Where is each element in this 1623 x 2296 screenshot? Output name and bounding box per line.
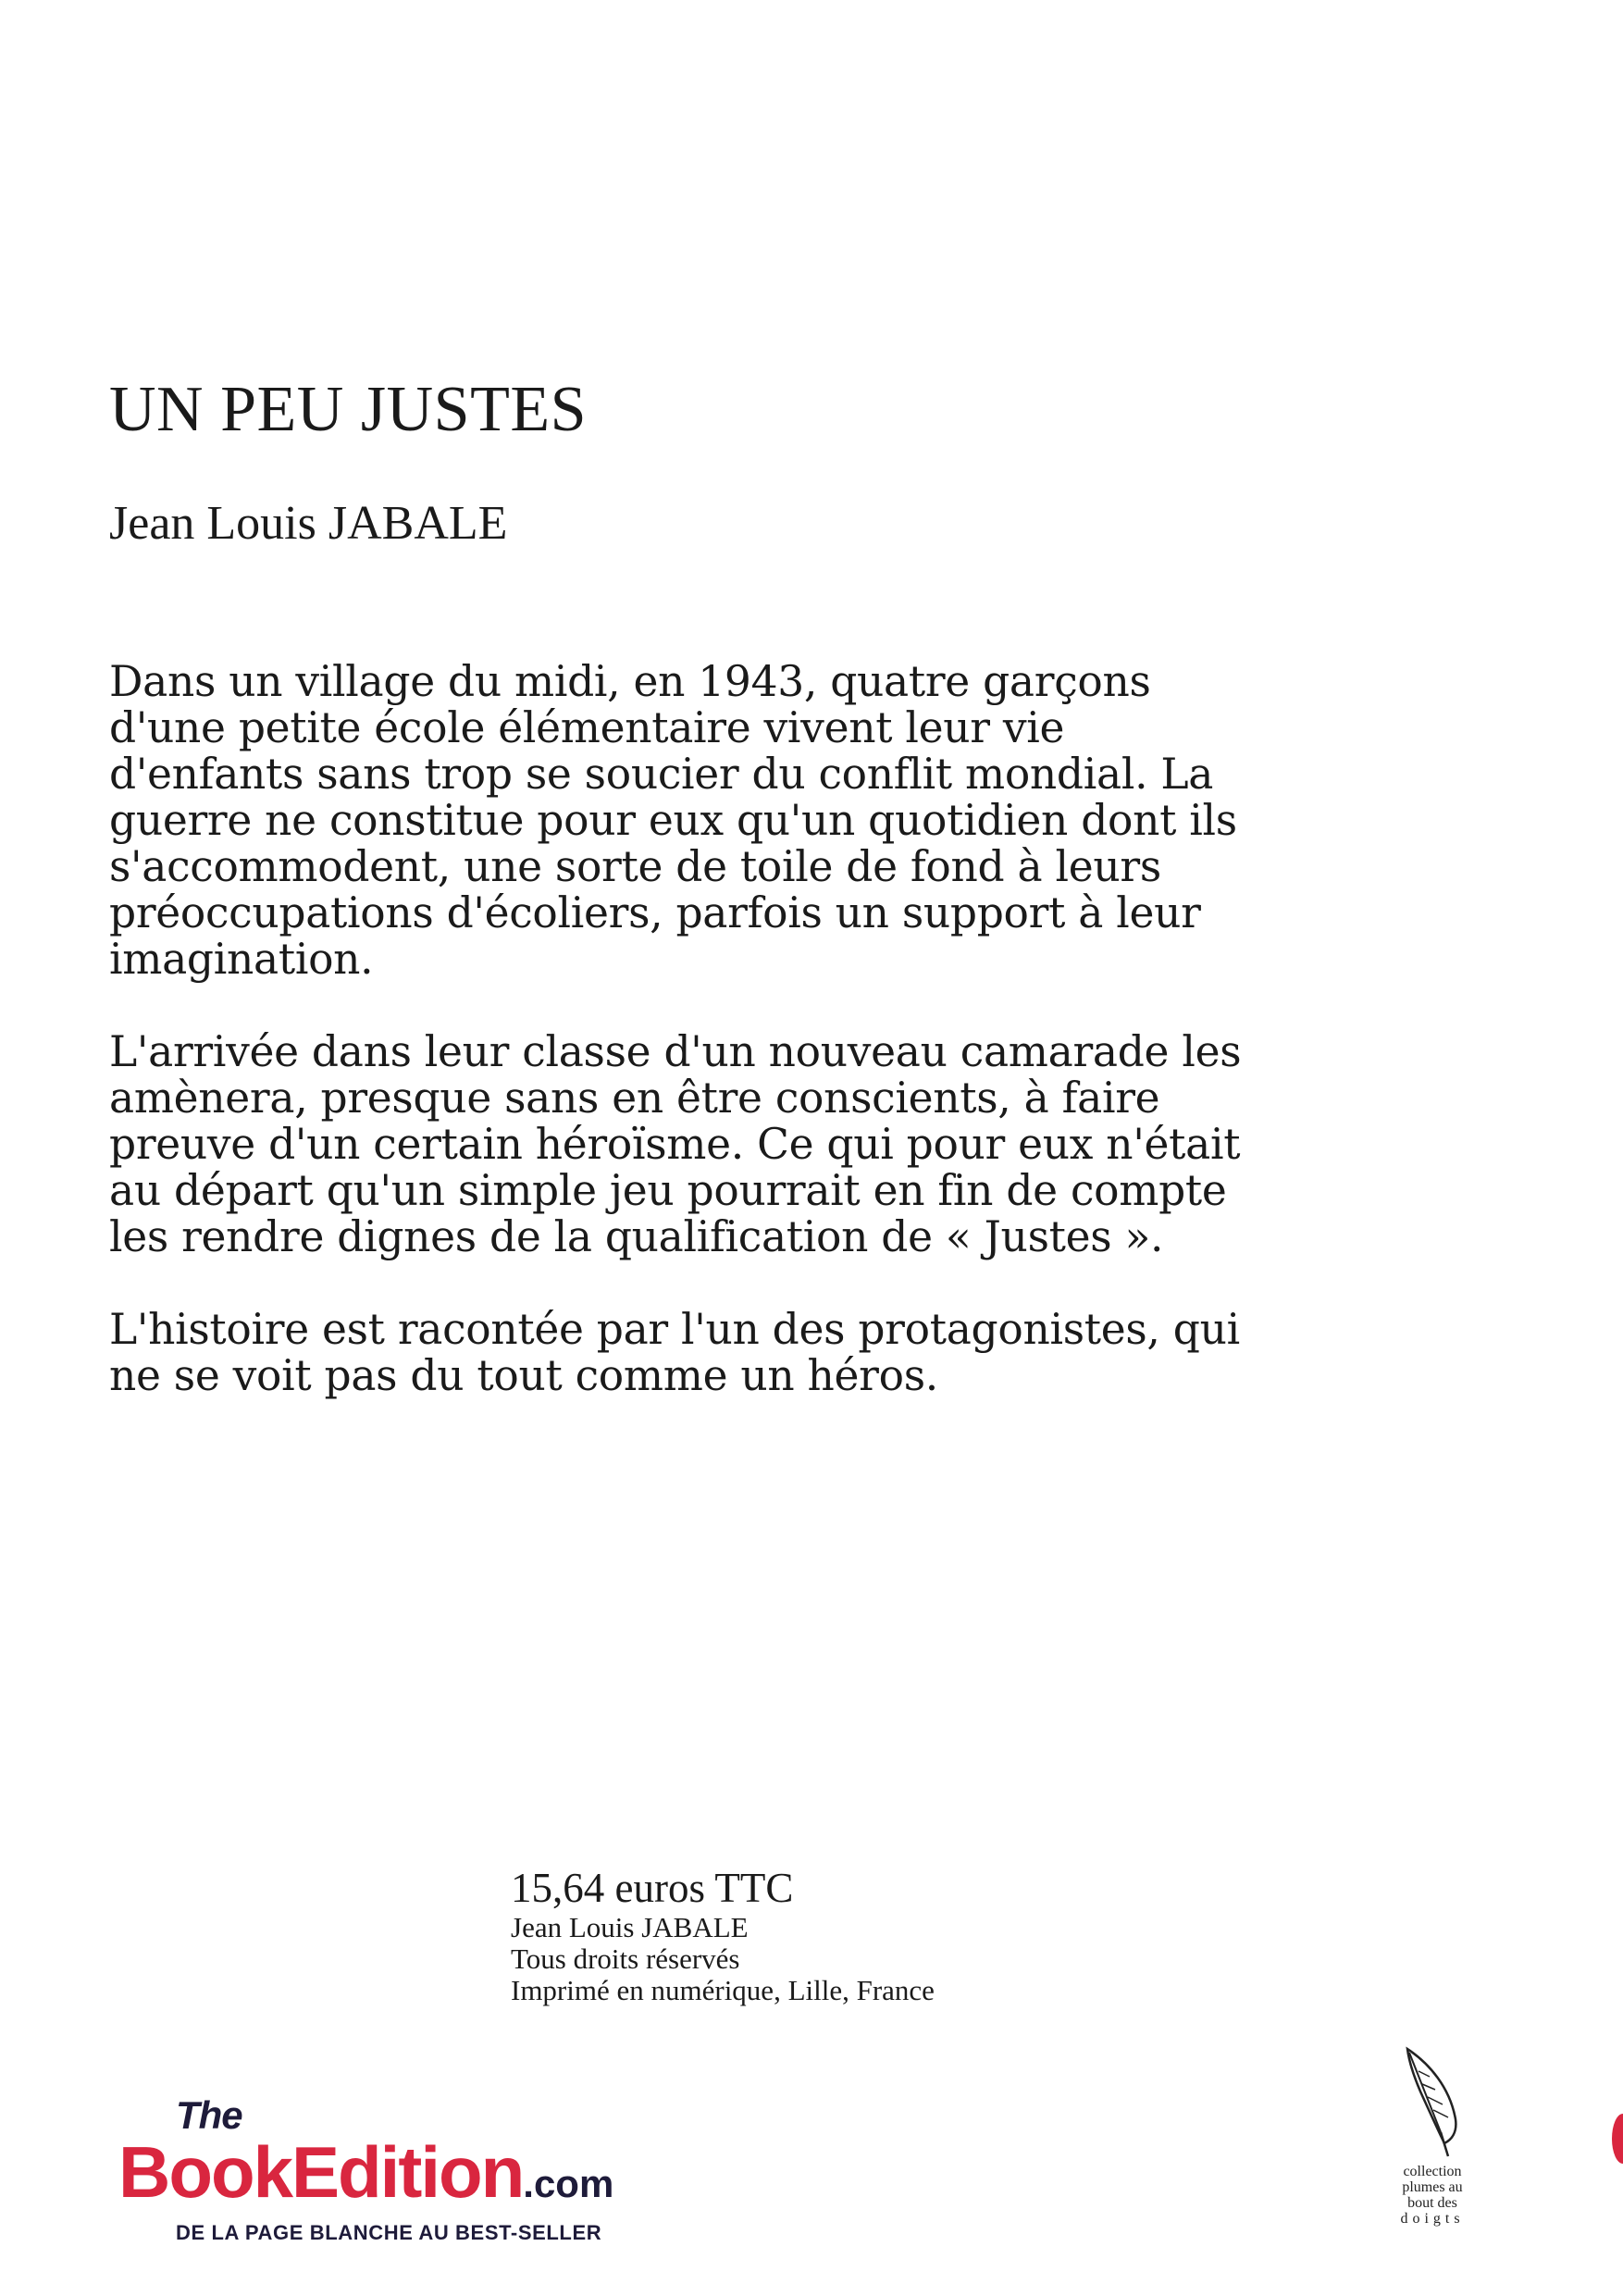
blurb-paragraph: L'histoire est racontée par l'un des protagonistes, qui ne se voit pas du tout comme un héros. — [109, 1305, 1240, 1400]
back-cover-blurb — [109, 659, 1247, 1446]
collection-line: collection — [1403, 2164, 1462, 2179]
collection-text — [1377, 2164, 1488, 2227]
blurb-paragraph: L'arrivée dans leur classe d'un nouveau camarade les amènera, presque sans en être conscients, à faire preuve d'un certain héroïsme. Ce qui pour eux n'était au départ qu'un simple jeu pourrait en fin de compte les rendre dignes de la qualification de « Justes ». — [109, 1027, 1242, 1261]
blurb-paragraph: Dans un village du midi, en 1943, quatre garçons d'une petite école élémentaire vivent leur vie d'enfants sans trop se soucier du conflit mondial. La guerre ne constitue pour eux qu'un quotidien dont ils s'accommodent, une sorte de toile de fond à leurs préoccupations d'écoliers, parfois un support à leur imagination. — [109, 657, 1237, 984]
edge-mark — [1612, 2114, 1623, 2164]
quill-icon — [1402, 2043, 1463, 2158]
collection-mark — [1377, 2043, 1488, 2227]
collection-line: plumes au — [1402, 2179, 1463, 2195]
print-location: Imprimé en numérique, Lille, France — [511, 1974, 935, 2006]
rights-notice: Tous droits réservés — [511, 1942, 740, 1975]
logo-brand — [118, 2130, 613, 2215]
price: 15,64 euros TTC — [511, 1865, 794, 1911]
collection-line: bout des — [1407, 2195, 1457, 2211]
logo-tagline: DE LA PAGE BLANCHE AU BEST-SELLER — [176, 2221, 602, 2244]
imprint-info — [511, 1864, 935, 2006]
logo-the: The — [176, 2093, 242, 2137]
book-author: Jean Louis JABALE — [109, 497, 508, 550]
logo-brand-name: BookEdition — [118, 2131, 524, 2213]
collection-line: doigts — [1400, 2211, 1465, 2227]
book-title: UN PEU JUSTES — [109, 374, 588, 445]
imprint-author: Jean Louis JABALE — [511, 1911, 749, 1943]
logo-domain: .com — [523, 2162, 614, 2205]
